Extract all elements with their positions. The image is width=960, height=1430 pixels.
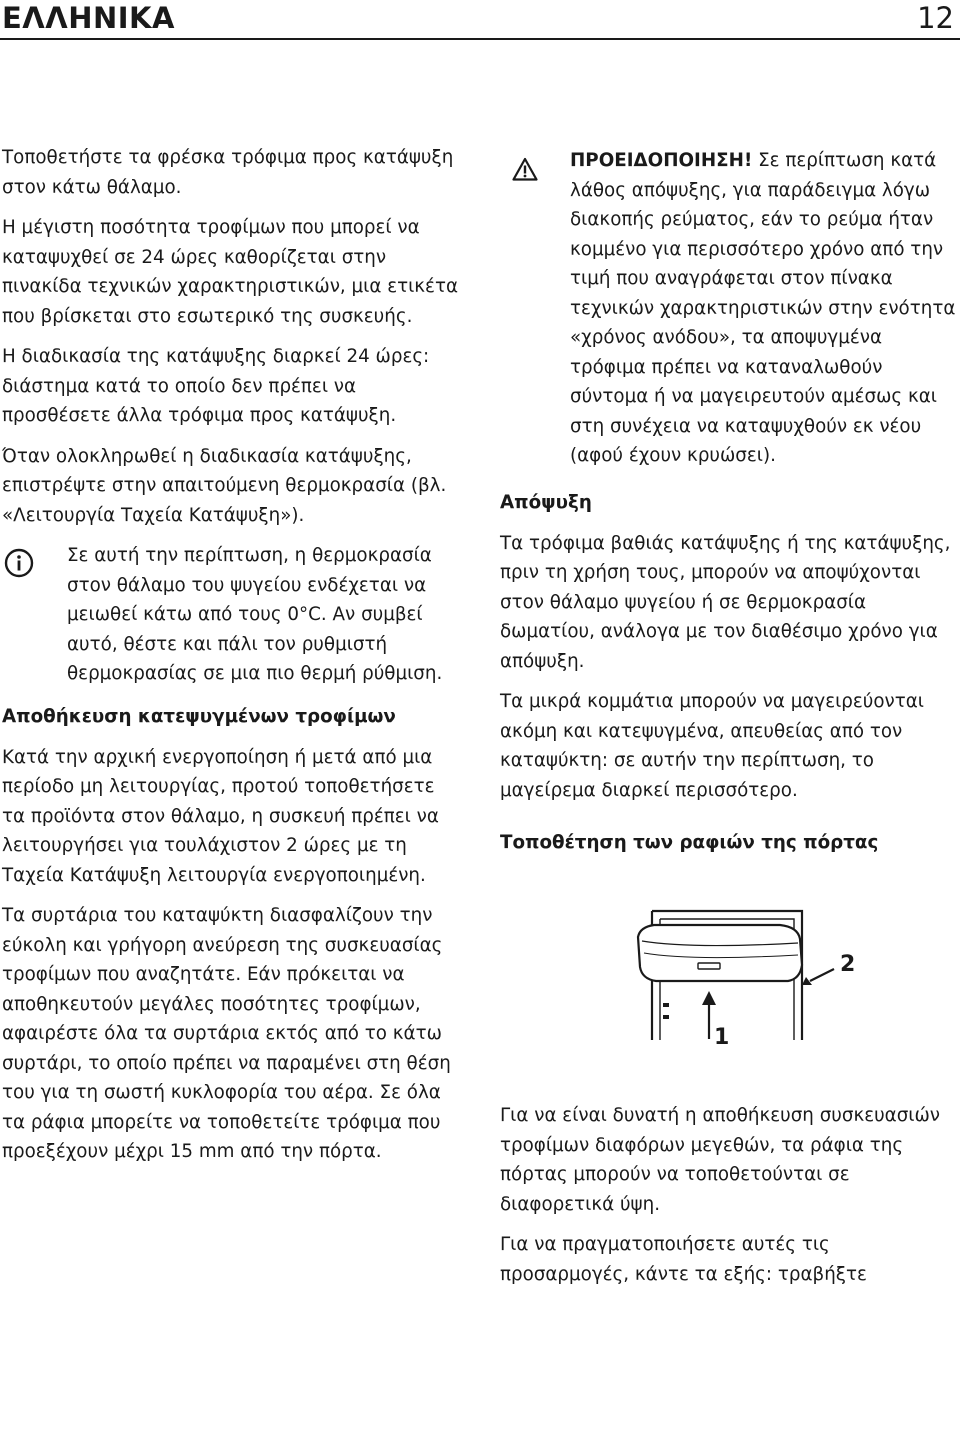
paragraph-initial-activation: Κατά την αρχική ενεργοποίηση ή μετά από μια περίοδο μη λειτουργίας, προτού τοποθετήσετε τα προϊόντα στον θάλαμο, η συσκευή πρέπει να λειτουργήσει για τουλάχιστον 2 ώρες με τη Ταχεία Κατάψυξη λειτουργία ενεργοποιημένη.	[2, 746, 439, 886]
header-rule	[0, 38, 960, 40]
page-header	[0, 0, 960, 36]
door-shelf-figure	[630, 905, 960, 1065]
paragraph-return-temperature: Όταν ολοκληρωθεί η διαδικασία κατάψυξης, επιστρέψτε στην απαιτούμενη θερμοκρασία (βλ. «Λειτουργία Ταχεία Κατάψυξη»).	[2, 445, 447, 526]
paragraph-small-pieces: Τα μικρά κομμάτια μπορούν να μαγειρεύονται ακόμη και κατεψυγμένα, απευθείας από τον καταψύκτη: σε αυτήν την περίπτωση, το μαγείρεμα διαρκεί περισσότερο.	[500, 691, 924, 801]
paragraph-max-quantity: Η μέγιστη ποσότητα τροφίμων που μπορεί να καταψυχθεί σε 24 ώρες καθορίζεται στην πινακίδα τεχνικών χαρακτηριστικών, μια ετικέτα που βρίσκεται στο εσωτερικό της συσκευής.	[2, 217, 458, 327]
language-title: ΕΛΛΗΝΙΚΑ	[2, 1, 175, 35]
warning-icon	[512, 157, 538, 181]
paragraph-shelf-heights: Για να είναι δυνατή η αποθήκευση συσκευασιών τροφίμων διαφόρων μεγεθών, τα ράφια της πόρτας μπορούν να τοποθετούνται σε διαφορετικά ύψη.	[500, 1105, 941, 1215]
paragraph-defrost-methods: Τα τρόφιμα βαθιάς κατάψυξης ή της κατάψυξης, πριν τη χρήση τους, μπορούν να αποψύχονται στον θάλαμο ψυγείου ή σε θερμοκρασία δωματίου, ανάλογα με τον διαθέσιμο χρόνο για απόψυξη.	[500, 532, 951, 672]
warning-body: Σε περίπτωση κατά λάθος απόψυξης, για παράδειγμα λόγω διακοπής ρεύματος, εάν το ρεύμα ήταν κομμένο για περισσότερο χρόνο από την τιμή που αναγράφεται στον πίνακα τεχνικών χαρακτηριστικών στην ενότητα «χρόνος ανόδου», τα αποψυγμένα τρόφιμα πρέπει να καταναλωθούν σύντομα ή να μαγειρευτούν αμέσως και στη συνέχεια να καταψυχθούν εκ νέου (αφού έχουν κρυώσει).	[570, 150, 956, 466]
info-icon	[4, 548, 34, 578]
warning-text	[570, 146, 958, 471]
warning-label: ΠΡΟΕΙΔΟΠΟΙΗΣΗ!	[570, 150, 753, 171]
paragraph-fresh-food: Τοποθετήστε τα φρέσκα τρόφιμα προς κατάψυξη στον κάτω θάλαμο.	[2, 147, 454, 198]
paragraph-freezing-duration: Η διαδικασία της κατάψυξης διαρκεί 24 ώρες: διάστημα κατά το οποίο δεν πρέπει να προσθέσετε άλλα τρόφιμα προς κατάψυξη.	[2, 346, 430, 426]
info-note-text: Σε αυτή την περίπτωση, η θερμοκρασία στον θάλαμο του ψυγείου ενδέχεται να μειωθεί κάτω από τους 0°C. Αν συμβεί αυτό, θέστε και πάλι τον ρυθμιστή θερμοκρασίας σε μια πιο θερμή ρύθμιση.	[67, 545, 443, 684]
figure-callout-1: 1	[714, 1025, 730, 1050]
paragraph-freezer-drawers: Τα συρτάρια του καταψύκτη διασφαλίζουν την εύκολη και γρήγορη ανεύρεση της συσκευασίας τροφίμων που αναζητάτε. Εάν πρόκειται να αποθηκευτούν μεγάλες ποσότητες τροφίμων, αφαιρέστε όλα τα συρτάρια εκτός από το κάτω συρτάρι, το οποίο πρέπει να παραμένει στη θέση του για τη σωστή κυκλοφορία του αέρα. Σε όλα τα ράφια μπορείτε να τοποθετείτε τρόφιμα που προεξέχουν μέχρι 15 mm από την πόρτα.	[2, 905, 451, 1162]
heading-frozen-storage: Αποθήκευση κατεψυγμένων τροφίμων	[2, 705, 396, 727]
heading-defrost: Απόψυξη	[500, 491, 592, 513]
left-column	[2, 143, 462, 1178]
right-column	[500, 146, 958, 1300]
door-shelf-illustration	[630, 905, 960, 1065]
warning-note	[500, 146, 958, 471]
figure-callout-2: 2	[840, 952, 856, 977]
page-number: 12	[917, 1, 954, 35]
paragraph-adjustment-steps: Για να πραγματοποιήσετε αυτές τις προσαρμογές, κάντε τα εξής: τραβήξτε	[500, 1234, 867, 1285]
info-note	[2, 541, 462, 689]
heading-door-shelves: Τοποθέτηση των ραφιών της πόρτας	[500, 832, 879, 853]
